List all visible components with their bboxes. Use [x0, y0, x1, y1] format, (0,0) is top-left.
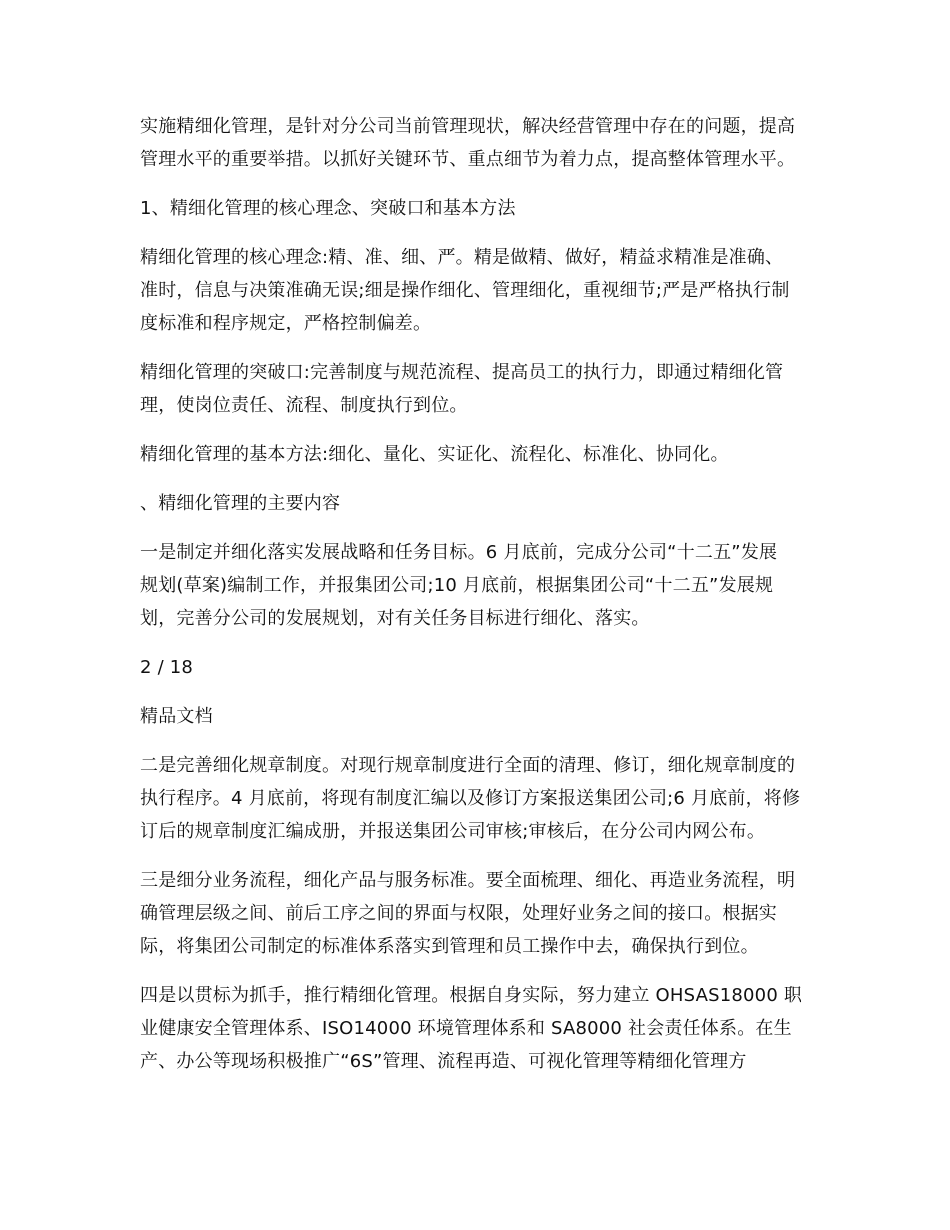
text-line: 准时，信息与决策准确无误;细是操作细化、管理细化，重视细节;严是严格执行制	[140, 280, 790, 301]
paragraph-item-one	[140, 536, 820, 635]
text-line: 际，将集团公司制定的标准体系落实到管理和员工操作中去，确保执行到位。	[140, 936, 759, 957]
section-heading-core-concepts	[140, 192, 820, 225]
text-line: 业健康安全管理体系、ISO14000 环境管理体系和 SA8000 社会责任体系。在生	[140, 1018, 792, 1039]
paragraph-item-three	[140, 864, 820, 963]
text-line: 理，使岗位责任、流程、制度执行到位。	[140, 395, 468, 416]
text-line: 划，完善分公司的发展规划，对有关任务目标进行细化、落实。	[140, 608, 650, 629]
paragraph-breakthrough	[140, 356, 820, 422]
text-line: 精细化管理的基本方法:细化、量化、实证化、流程化、标准化、协同化。	[140, 444, 729, 465]
text-line: 、精细化管理的主要内容	[140, 493, 341, 514]
text-line: 规划(草案)编制工作，并报集团公司;10 月底前，根据集团公司“十二五”发展规	[140, 575, 774, 596]
text-line: 1、精细化管理的核心理念、突破口和基本方法	[140, 198, 516, 219]
paragraph-item-two	[140, 749, 820, 848]
text-line: 精品文档	[140, 706, 213, 727]
text-line: 产、办公等现场积极推广“6S”管理、流程再造、可视化管理等精细化管理方	[140, 1051, 747, 1072]
paragraph-core-concept	[140, 241, 820, 340]
text-line: 三是细分业务流程，细化产品与服务标准。要全面梳理、细化、再造业务流程，明	[140, 870, 796, 891]
text-line: 实施精细化管理，是针对分公司当前管理现状，解决经营管理中存在的问题，提高	[140, 116, 796, 137]
text-line: 确管理层级之间、前后工序之间的界面与权限，处理好业务之间的接口。根据实	[140, 903, 777, 924]
text-line: 精细化管理的核心理念:精、准、细、严。精是做精、做好，精益求精准是准确、	[140, 247, 784, 268]
text-line: 订后的规章制度汇编成册，并报送集团公司审核;审核后，在分公司内网公布。	[140, 821, 766, 842]
text-line: 四是以贯标为抓手，推行精细化管理。根据自身实际，努力建立 OHSAS18000 职	[140, 985, 803, 1006]
section-heading-main-content	[140, 487, 820, 520]
text-line: 度标准和程序规定，严格控制偏差。	[140, 313, 432, 334]
paragraph-item-four	[140, 979, 820, 1078]
text-line: 二是完善细化规章制度。对现行规章制度进行全面的清理、修订，细化规章制度的	[140, 755, 796, 776]
paragraph-basic-methods	[140, 438, 820, 471]
text-line: 一是制定并细化落实发展战略和任务目标。6 月底前，完成分公司“十二五”发展	[140, 542, 778, 563]
paragraph-intro	[140, 110, 820, 176]
text-line: 2 / 18	[140, 657, 194, 678]
text-line: 管理水平的重要举措。以抓好关键环节、重点细节为着力点，提高整体管理水平。	[140, 149, 796, 170]
document-label	[140, 700, 820, 733]
text-line: 精细化管理的突破口:完善制度与规范流程、提高员工的执行力，即通过精细化管	[140, 362, 784, 383]
page-number	[140, 651, 820, 684]
text-line: 执行程序。4 月底前，将现有制度汇编以及修订方案报送集团公司;6 月底前，将修	[140, 788, 801, 809]
